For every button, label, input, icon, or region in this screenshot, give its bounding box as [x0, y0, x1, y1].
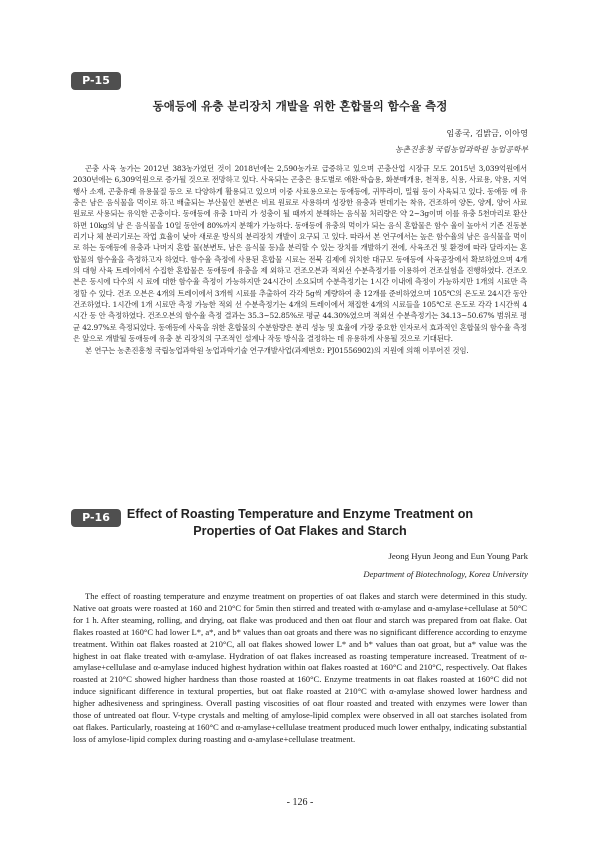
page-number: - 126 - [286, 797, 314, 808]
paper1-acknowledgement: 본 연구는 농촌진흥청 국립농업과학원 농업과학기술 연구개발사업(과제번호: PJ01556902)의 지원에 의해 이루어진 것임. [85, 345, 469, 355]
paper2-title-line-2: Properties of Oat Flakes and Starch [193, 524, 407, 538]
paper2-authors: Jeong Hyun Jeong and Eun Young Park [388, 551, 528, 561]
paper2-title [0, 506, 600, 540]
paper1-affiliation: 농촌진흥청 국립농업과학원 농업공학부 [395, 145, 528, 154]
abstract-tag-p15: P-15 [71, 72, 121, 90]
paper1-authors: 임종국, 김밝금, 이아영 [446, 128, 528, 138]
paper1-title: 동애등에 유충 분리장치 개발을 위한 혼합물의 함수율 측정 [152, 99, 448, 113]
abstract-tag-p16: P-16 [71, 509, 121, 527]
paper2-abstract [73, 591, 527, 746]
paper1-paragraph-1: 곤충 사육 농가는 2012년 383농가였던 것이 2018년에는 2,590농가로 급증하고 있으며 곤충산업 시장규 모도 2015년 3,039억원에서 2030년에는 6,309억원으로 증가될 것으로 전망하고 있다. 사육되는 곤충은 용도별로 애완·학습용, 화분매개용, 천적용, 식용, 사료용, 약용, 지역행사 소재, 곤충유래 유용물질 등으 로 다양하게 활용되고 있으며 이중 사료용으로는 동애등에, 귀뚜라미, 밀웜 등이 사육되고 있다. 동애등 에 유충은 남은 음식물을 먹이로 하고 배출되는 부산물인 분변은 비료 원료로 사용하며 성장한 유충과 번데기는 착유, 건조하여 양돈, 양계, 양어 사료 원료로 사용되는 유익한 곤충이다. 동애등에 유충 1마리 가 성충이 될 때까지 분해하는 음식물 처리량은 약 2~3g이며 이를 유충 5천마리로 환산하면 10kg의 남 은 음식물을 10일 동안에 80%까지 분해가 가능하다. 동애등에 유충의 먹이가 되는 음식 혼합물은 함수 율이 높아서 기존 진동분리기나 체 분리기로는 작업 효율이 낮아 새로운 방식의 분리장치 개발이 요구되 고 있다. 따라서 본 연구에서는 높은 함수율의 남은 음식물을 먹이로 하는 동애등에 유충과 나머지 혼합 물(분변토, 남은 음식물 등)을 분리할 수 있는 장치를 개발하기 전에, 사육조건 및 환경에 따라 달라지는 혼합물의 함수율을 측정하고자 하였다. 함수율 측정에 사용된 혼합물 시료는 전북 김제에 위치한 대규모 동애등에 사육공장에서 확보하였으며 4개의 대형 사육 트레이에서 수집한 혼합물은 동애등에 유충을 제 외하고 건조오븐과 적외선 수분측정기를 이용하여 건조실험을 진행하였다. 건조오븐은 동시에 다수의 시 료에 대한 함수율 측정이 가능하지만 24시간이 소요되며 수분측정기는 1시간 이내에 측정이 가능하지만 1개의 시료만 측정할 수 있다. 건조 오븐은 4개의 트레이에서 3개씩 시료를 추출하여 각각 5g씩 계량하여 총 12개를 준비하였으며 105℃의 온도로 24시간 동안 건조하였다. 1시간에 1개 시료만 측정 가능한 적외 선 수분측정기는 4개의 트레이에서 채집한 4개의 시료들을 105℃로 온도로 각각 1시간씩 4시간 동 안 측정하였다. 건조오븐의 함수율 측정 결과는 35.3~52.85%로 평균 44.30%였으며 적외선 수분측정기는 34.13~50.67% 범위로 평균 42.97%로 측정되었다. 동애등에 사육을 위한 혼합물의 수분함량은 분리 성능 및 효율에 가장 중요한 인자로서 효과적인 혼합물의 함수율 측정은 앞으로 개발될 동애등에 유충 분 리장치의 구조적인 설계나 작동 방식을 결정하는 데 유용하게 사용될 것으로 기대된다. [73, 164, 527, 344]
paper2-paragraph: The effect of roasting temperature and enzyme treatment on properties of oat flakes and starch were determined in this study. Native oat groats were roasted at 160 and 210°C for 5min then stirred and treated with α-amylase and α-amylase+cellulase at 50°C for 1 h. After steaming, rolling, and drying, oat flake was produced and then oat flour and starch was prepared from oat flake. Oat flakes roasted at 160°C had lower L*, a*, and b* values than oat groats and there was no significant difference according to enzyme treatment. Within oat flakes roasted at 210°C, all oat flakes showed lower L* and b* values than oat groat, but a* value was the highest in oat flake treated with α-amylase. Hydration of oat flakes increased as roasting temperature increased. Treatment of α-amylase+cellulase and α-amylase induced highest hydration within oat flakes roasted at 160°C and 210°C, respectively. Oat flakes roasted at 210°C showed higher hardness than those roasted at 160°C. Enzyme treatments in oat flakes roasted at 160°C did not induce significant difference in textural properties, but oat flake roasted at 210°C with α-amylase showed lower hardness and higher adhesiveness and springiness. Overall pasting viscosities of oat flour roasted and treated with enzymes were lower than those of untreated oat flour. V-type crystals and melting of amylose-lipid complex were observed in all oat starches isolated from oat flakes. Particularly, roasteing at 160°C and α-amylase+cellulase treatment produced much lower enthalpy, indicating substantial loss of amylose-lipid complex during roasting and α-amylase+cellulase treatment. [73, 591, 527, 744]
paper2-title-line-1: Effect of Roasting Temperature and Enzyme Treatment on [126, 507, 474, 521]
paper2-affiliation: Department of Biotechnology, Korea University [363, 569, 528, 579]
paper1-abstract [73, 163, 527, 356]
